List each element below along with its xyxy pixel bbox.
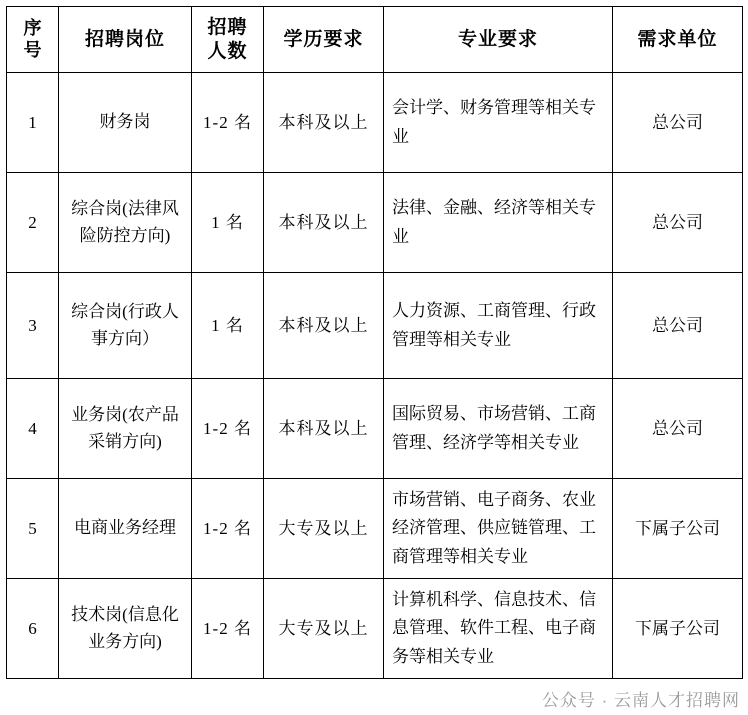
- cell-post: 综合岗(法律风险防控方向): [59, 173, 192, 273]
- table-row: [7, 73, 743, 173]
- cell-major: 会计学、财务管理等相关专业: [384, 73, 613, 173]
- table-header: [7, 7, 743, 73]
- cell-count: 1 名: [192, 273, 264, 379]
- cell-education: 大专及以上: [264, 579, 384, 679]
- recruitment-table: [6, 6, 743, 679]
- column-header-education: 学历要求: [264, 7, 384, 73]
- table-row: [7, 173, 743, 273]
- cell-count: 1-2 名: [192, 73, 264, 173]
- table-body: [7, 73, 743, 679]
- column-header-index: 序号: [7, 7, 59, 73]
- cell-major: 国际贸易、市场营销、工商管理、经济学等相关专业: [384, 379, 613, 479]
- column-header-unit: 需求单位: [613, 7, 743, 73]
- cell-post: 技术岗(信息化业务方向): [59, 579, 192, 679]
- cell-index: 5: [7, 479, 59, 579]
- cell-count: 1-2 名: [192, 579, 264, 679]
- cell-unit: 下属子公司: [613, 579, 743, 679]
- cell-unit: 总公司: [613, 73, 743, 173]
- cell-post: 财务岗: [59, 73, 192, 173]
- cell-unit: 总公司: [613, 173, 743, 273]
- cell-index: 3: [7, 273, 59, 379]
- table-row: [7, 579, 743, 679]
- cell-major: 人力资源、工商管理、行政管理等相关专业: [384, 273, 613, 379]
- cell-count: 1 名: [192, 173, 264, 273]
- column-header-count: 招聘人数: [192, 7, 264, 73]
- cell-unit: 总公司: [613, 379, 743, 479]
- cell-education: 本科及以上: [264, 379, 384, 479]
- cell-count: 1-2 名: [192, 479, 264, 579]
- cell-index: 6: [7, 579, 59, 679]
- watermark-text: 公众号 · 云南人才招聘网: [541, 691, 740, 710]
- table-header-row: [7, 7, 743, 73]
- cell-major: 市场营销、电子商务、农业经济管理、供应链管理、工商管理等相关专业: [384, 479, 613, 579]
- cell-index: 4: [7, 379, 59, 479]
- cell-education: 本科及以上: [264, 173, 384, 273]
- cell-post: 综合岗(行政人事方向）: [59, 273, 192, 379]
- cell-education: 本科及以上: [264, 73, 384, 173]
- cell-education: 本科及以上: [264, 273, 384, 379]
- cell-index: 2: [7, 173, 59, 273]
- table-row: [7, 273, 743, 379]
- cell-unit: 总公司: [613, 273, 743, 379]
- cell-education: 大专及以上: [264, 479, 384, 579]
- cell-post: 业务岗(农产品采销方向): [59, 379, 192, 479]
- table-row: [7, 479, 743, 579]
- table-row: [7, 379, 743, 479]
- cell-major: 法律、金融、经济等相关专业: [384, 173, 613, 273]
- cell-index: 1: [7, 73, 59, 173]
- cell-major: 计算机科学、信息技术、信息管理、软件工程、电子商务等相关专业: [384, 579, 613, 679]
- cell-count: 1-2 名: [192, 379, 264, 479]
- cell-unit: 下属子公司: [613, 479, 743, 579]
- cell-post: 电商业务经理: [59, 479, 192, 579]
- column-header-post: 招聘岗位: [59, 7, 192, 73]
- column-header-major: 专业要求: [384, 7, 613, 73]
